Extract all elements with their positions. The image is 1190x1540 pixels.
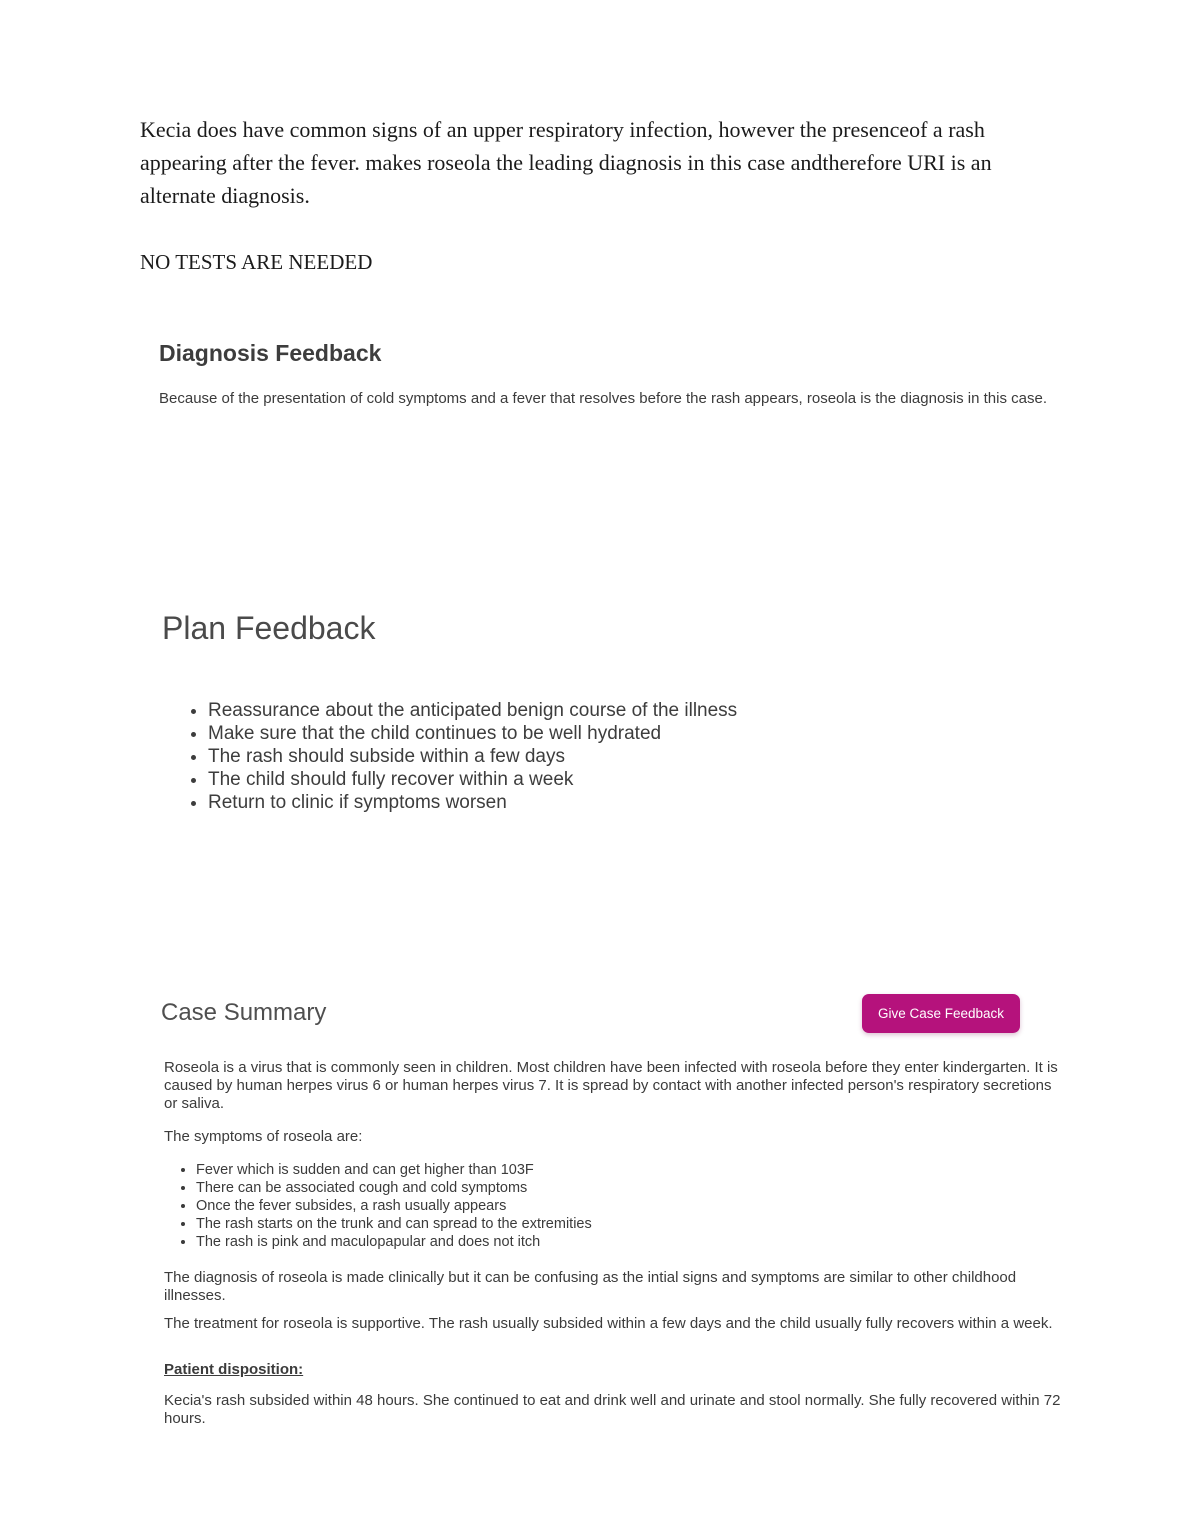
give-case-feedback-button[interactable]: Give Case Feedback [862,994,1020,1033]
patient-disposition-label: Patient disposition: [164,1361,304,1378]
intro-paragraph: Kecia does have common signs of an upper respiratory infection, however the presenceof a rash appearing after the fever. makes roseola the leading diagnosis in this case andtherefore URI is an alternate diagnosis. [140,117,992,208]
patient-disposition-text: Kecia's rash subsided within 48 hours. She continued to eat and drink well and urinate and stool normally. She fully recovered within 72 hours. [164,1392,1061,1427]
plan-feedback-item: • Make sure that the child continues to be well hydrated [208,722,966,745]
diagnosis-feedback-title: Diagnosis Feedback [159,340,382,366]
symptom-item: • The rash is pink and maculopapular and does not itch [196,1233,978,1251]
case-summary-paragraph-diagnosis: The diagnosis of roseola is made clinically but it can be confusing as the intial signs and symptoms are similar to other childhood illnesses. [164,1269,1017,1304]
plan-feedback-item: • Return to clinic if symptoms worsen [208,791,966,814]
symptom-item: • The rash starts on the trunk and can spread to the extremities [196,1215,978,1233]
plan-feedback-list [186,699,966,814]
case-summary-symptoms-intro: The symptoms of roseola are: [164,1128,363,1145]
plan-feedback-item: • The child should fully recover within a week [208,768,966,791]
case-summary-paragraph-roseola: Roseola is a virus that is commonly seen in children. Most children have been infected with roseola before they enter kindergarten. It is caused by human herpes virus 6 or human herpes virus 7. It is spread by contact with another infected person's respiratory secretions or saliva. [164,1059,1058,1112]
symptom-item: • There can be associated cough and cold symptoms [196,1179,978,1197]
plan-feedback-item: • The rash should subside within a few days [208,745,966,768]
symptom-item: • Fever which is sudden and can get higher than 103F [196,1161,978,1179]
no-tests-text: NO TESTS ARE NEEDED [140,250,373,274]
case-summary-title: Case Summary [161,999,327,1026]
symptom-item: • Once the fever subsides, a rash usually appears [196,1197,978,1215]
case-summary-paragraph-treatment: The treatment for roseola is supportive. The rash usually subsided within a few days and the child usually fully recovers within a week. [164,1315,1053,1332]
plan-feedback-title: Plan Feedback [162,610,376,646]
case-summary-symptoms-list [178,1161,978,1251]
plan-feedback-item: • Reassurance about the anticipated benign course of the illness [208,699,966,722]
diagnosis-feedback-body: Because of the presentation of cold symptoms and a fever that resolves before the rash appears, roseola is the diagnosis in this case. [159,390,1048,407]
